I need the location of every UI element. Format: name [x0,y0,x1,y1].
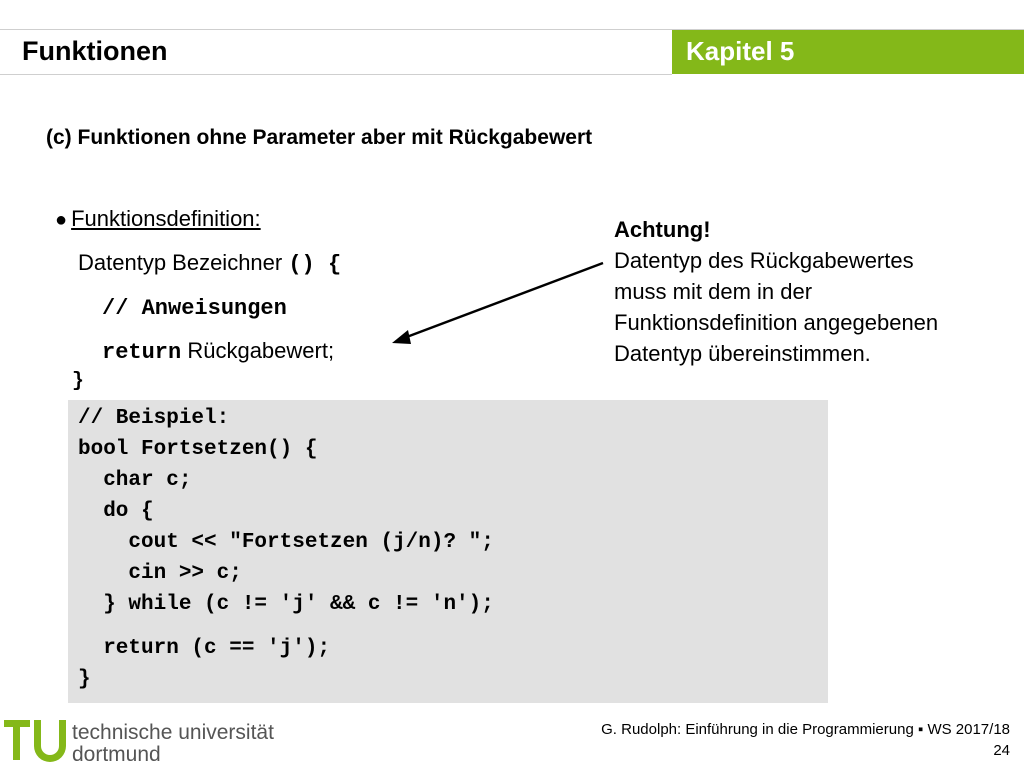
note-line: muss mit dem in der [614,279,813,304]
code-line: bool Fortsetzen() { [78,438,318,461]
code-line: return (c == 'j'); [78,637,331,660]
tu-logo-icon [4,716,70,764]
code-line: char c; [78,469,192,492]
university-name [72,722,274,766]
definition-parentheses: () [288,252,315,277]
definition-open-brace: { [314,252,342,277]
code-line: do { [78,500,154,523]
university-name-line2: dortmund [72,743,161,766]
bullet-icon: ● [55,209,68,231]
return-keyword: return [102,340,182,365]
note-line: Datentyp des Rückgabewertes [614,248,914,273]
section-subtitle: (c) Funktionen ohne Parameter aber mit Rückgabewert [46,126,593,149]
arrow-head-icon [392,330,411,344]
chapter-label: Kapitel 5 [686,36,795,66]
example-code-block [68,400,828,703]
note-line: Funktionsdefinition angegebenen [614,310,939,335]
definition-comment: // Anweisungen [102,296,287,321]
slide-title: Funktionen [22,36,168,66]
code-line: // Beispiel: [78,407,230,430]
page-number: 24 [993,742,1010,759]
definition-close-brace: } [72,370,85,393]
bullet-label: Funktionsdefinition: [71,206,261,231]
code-line: } [78,668,91,691]
note-title: Achtung! [614,217,711,242]
definition-signature-text: Datentyp Bezeichner [78,250,289,275]
footer-reference: G. Rudolph: Einführung in die Programmierung ▪ WS 2017/18 [601,721,1010,738]
return-value-text: Rückgabewert; [181,338,335,363]
university-name-line1: technische universität [72,721,274,744]
arrow-shaft [404,263,603,338]
code-line: } while (c != 'j' && c != 'n'); [78,593,494,616]
note-line: Datentyp übereinstimmen. [614,341,871,366]
code-line: cout << "Fortsetzen (j/n)? "; [78,531,494,554]
code-line: cin >> c; [78,562,242,585]
